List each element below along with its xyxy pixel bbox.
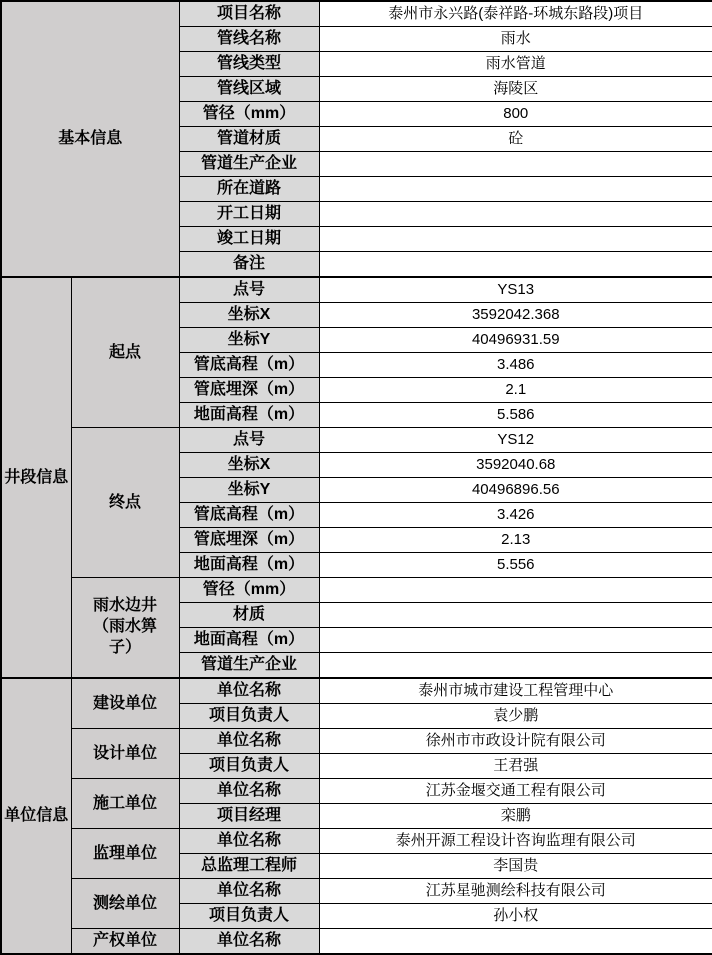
table-row bbox=[1, 678, 712, 704]
subsection-start-point: 起点 bbox=[71, 277, 179, 428]
field-value: 王君强 bbox=[319, 754, 712, 779]
field-label: 坐标X bbox=[179, 303, 319, 328]
subsection-construction-owner-unit: 建设单位 bbox=[71, 678, 179, 729]
field-label: 开工日期 bbox=[179, 202, 319, 227]
field-value: 40496896.56 bbox=[319, 478, 712, 503]
subsection-end-point: 终点 bbox=[71, 428, 179, 578]
table-row bbox=[1, 277, 712, 303]
field-value: 3.426 bbox=[319, 503, 712, 528]
field-label: 坐标Y bbox=[179, 328, 319, 353]
field-value: YS13 bbox=[319, 277, 712, 303]
field-label: 管线名称 bbox=[179, 27, 319, 52]
table-row bbox=[1, 929, 712, 955]
field-value: 江苏金堰交通工程有限公司 bbox=[319, 779, 712, 804]
subsection-surveying-unit: 测绘单位 bbox=[71, 879, 179, 929]
field-label: 单位名称 bbox=[179, 729, 319, 754]
field-value: 泰州市永兴路(泰祥路-环城东路段)项目 bbox=[319, 1, 712, 27]
field-label: 管底高程（m） bbox=[179, 353, 319, 378]
field-value: 40496931.59 bbox=[319, 328, 712, 353]
field-value: 5.556 bbox=[319, 553, 712, 578]
field-label: 地面高程（m） bbox=[179, 553, 319, 578]
table-row bbox=[1, 729, 712, 754]
table-row bbox=[1, 1, 712, 27]
field-label: 管底埋深（m） bbox=[179, 528, 319, 553]
field-label: 项目负责人 bbox=[179, 704, 319, 729]
field-label: 管底高程（m） bbox=[179, 503, 319, 528]
field-label: 所在道路 bbox=[179, 177, 319, 202]
field-value: 5.586 bbox=[319, 403, 712, 428]
field-label: 管线类型 bbox=[179, 52, 319, 77]
field-label: 点号 bbox=[179, 277, 319, 303]
field-label: 单位名称 bbox=[179, 779, 319, 804]
field-label: 管径（mm） bbox=[179, 102, 319, 127]
section-basic-info: 基本信息 bbox=[1, 1, 179, 277]
field-label: 竣工日期 bbox=[179, 227, 319, 252]
section-unit-info: 单位信息 bbox=[1, 678, 71, 954]
table-row bbox=[1, 829, 712, 854]
field-label: 项目名称 bbox=[179, 1, 319, 27]
field-label: 单位名称 bbox=[179, 829, 319, 854]
field-value bbox=[319, 628, 712, 653]
field-value bbox=[319, 202, 712, 227]
field-label: 项目经理 bbox=[179, 804, 319, 829]
field-value: 3592040.68 bbox=[319, 453, 712, 478]
field-value: 2.13 bbox=[319, 528, 712, 553]
field-label: 地面高程（m） bbox=[179, 403, 319, 428]
field-value bbox=[319, 227, 712, 252]
subsection-rain-side-well bbox=[71, 578, 179, 679]
field-value: 2.1 bbox=[319, 378, 712, 403]
field-label: 管径（mm） bbox=[179, 578, 319, 603]
field-label: 单位名称 bbox=[179, 678, 319, 704]
field-value bbox=[319, 603, 712, 628]
field-label: 管道材质 bbox=[179, 127, 319, 152]
field-label: 单位名称 bbox=[179, 879, 319, 904]
field-value bbox=[319, 177, 712, 202]
field-value: 江苏星驰测绘科技有限公司 bbox=[319, 879, 712, 904]
field-value: 海陵区 bbox=[319, 77, 712, 102]
field-value: YS12 bbox=[319, 428, 712, 453]
field-value: 泰州市城市建设工程管理中心 bbox=[319, 678, 712, 704]
subsection-property-unit: 产权单位 bbox=[71, 929, 179, 955]
field-value: 李国贵 bbox=[319, 854, 712, 879]
field-value bbox=[319, 653, 712, 679]
field-label: 备注 bbox=[179, 252, 319, 278]
field-label: 地面高程（m） bbox=[179, 628, 319, 653]
field-label: 项目负责人 bbox=[179, 754, 319, 779]
field-value bbox=[319, 578, 712, 603]
field-label: 管底埋深（m） bbox=[179, 378, 319, 403]
field-value bbox=[319, 152, 712, 177]
field-label: 管线区域 bbox=[179, 77, 319, 102]
field-value: 徐州市市政设计院有限公司 bbox=[319, 729, 712, 754]
field-value: 袁少鹏 bbox=[319, 704, 712, 729]
field-label: 材质 bbox=[179, 603, 319, 628]
field-value: 雨水管道 bbox=[319, 52, 712, 77]
field-label: 单位名称 bbox=[179, 929, 319, 955]
field-value: 砼 bbox=[319, 127, 712, 152]
field-label: 总监理工程师 bbox=[179, 854, 319, 879]
field-label: 管道生产企业 bbox=[179, 152, 319, 177]
subsection-design-unit: 设计单位 bbox=[71, 729, 179, 779]
table-row bbox=[1, 578, 712, 603]
field-value bbox=[319, 252, 712, 278]
field-value: 雨水 bbox=[319, 27, 712, 52]
field-label: 项目负责人 bbox=[179, 904, 319, 929]
field-label: 坐标X bbox=[179, 453, 319, 478]
field-value: 栾鹏 bbox=[319, 804, 712, 829]
table-row bbox=[1, 428, 712, 453]
field-value: 3592042.368 bbox=[319, 303, 712, 328]
field-label: 坐标Y bbox=[179, 478, 319, 503]
subsection-builder-unit: 施工单位 bbox=[71, 779, 179, 829]
subsection-label: 雨水边井（雨水箅子） bbox=[92, 597, 157, 656]
field-value: 孙小权 bbox=[319, 904, 712, 929]
table-row bbox=[1, 779, 712, 804]
field-label: 点号 bbox=[179, 428, 319, 453]
field-value bbox=[319, 929, 712, 955]
field-label: 管道生产企业 bbox=[179, 653, 319, 679]
field-value: 800 bbox=[319, 102, 712, 127]
section-well-segment-info: 井段信息 bbox=[1, 277, 71, 678]
field-value: 泰州开源工程设计咨询监理有限公司 bbox=[319, 829, 712, 854]
field-value: 3.486 bbox=[319, 353, 712, 378]
table-row bbox=[1, 879, 712, 904]
subsection-supervision-unit: 监理单位 bbox=[71, 829, 179, 879]
